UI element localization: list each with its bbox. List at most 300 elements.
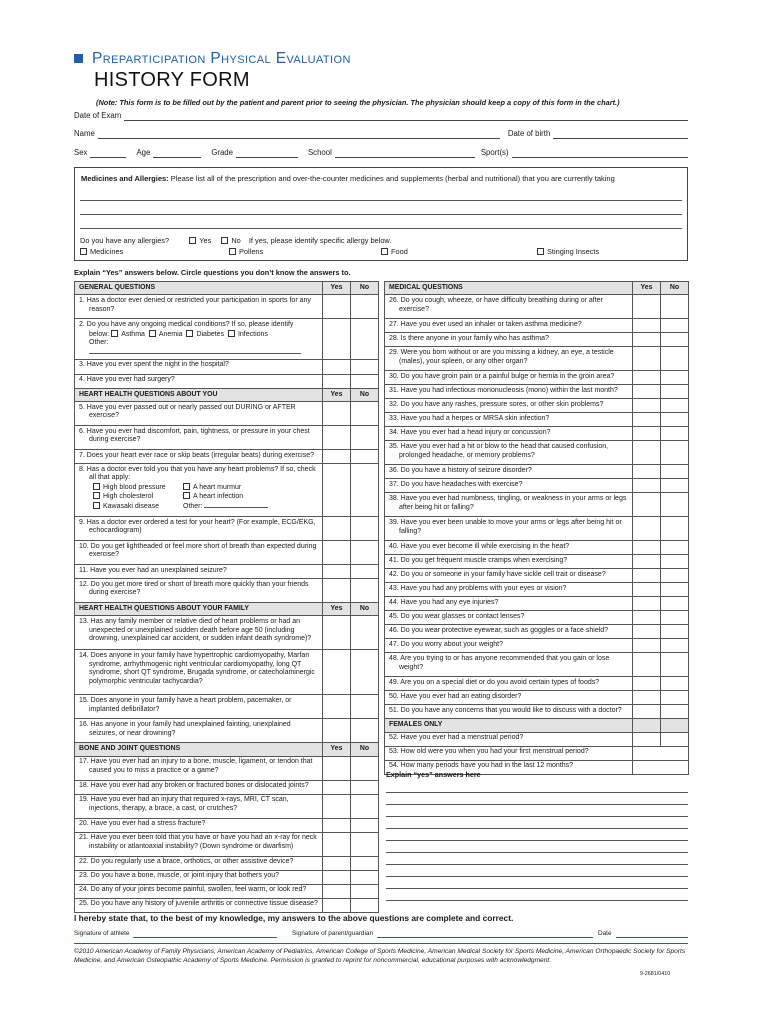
yes-cell[interactable] <box>323 856 351 870</box>
kawasaki-label: Kawasaki disease <box>103 502 160 510</box>
question-38: 38. Have you ever had numbness, tingling, or weakness in your arms or legs after being hit or falling? <box>389 495 627 511</box>
no-column-header: No <box>351 743 379 756</box>
yes-cell[interactable] <box>323 564 351 578</box>
yes-cell[interactable] <box>633 541 661 555</box>
explain-line-2[interactable] <box>386 804 688 805</box>
question-row <box>75 463 379 516</box>
question-24: 24. Do any of your joints become painful, swollen, feel warm, or look red? <box>79 886 307 894</box>
question-row <box>385 479 689 493</box>
question-1: 1. Has a doctor ever denied or restricted your participation in sports for any reason? <box>79 297 311 313</box>
no-cell[interactable] <box>661 385 689 399</box>
no-cell[interactable] <box>661 705 689 719</box>
no-cell[interactable] <box>661 583 689 597</box>
no-cell[interactable] <box>351 319 379 359</box>
no-column-header: No <box>351 602 379 615</box>
no-cell[interactable] <box>661 441 689 465</box>
school-label: School <box>307 148 332 157</box>
yes-cell[interactable] <box>323 650 351 695</box>
yes-cell[interactable] <box>633 347 661 371</box>
athlete-signature-field[interactable] <box>133 932 277 938</box>
no-column-header: No <box>351 388 379 401</box>
question-row <box>385 653 689 677</box>
no-cell[interactable] <box>661 333 689 347</box>
question-10: 10. Do you get lightheaded or feel more short of breath than expected during exercise? <box>79 542 317 559</box>
question-row <box>385 319 689 333</box>
question-34: 34. Have you ever had a head injury or concussion? <box>389 429 551 437</box>
question-42: 42. Do you or someone in your family have sickle cell trait or disease? <box>389 571 606 579</box>
no-cell[interactable] <box>351 295 379 319</box>
right-questions-table <box>384 281 689 775</box>
no-cell[interactable] <box>351 540 379 564</box>
no-cell[interactable] <box>351 856 379 870</box>
yes-cell[interactable] <box>633 413 661 427</box>
section-header <box>75 602 379 615</box>
title-square-icon <box>74 54 83 63</box>
question-46: 46. Do you wear protective eyewear, such as goggles or a face shield? <box>389 627 609 635</box>
section-header <box>75 388 379 401</box>
no-cell[interactable] <box>351 425 379 449</box>
question-row <box>385 333 689 347</box>
question-row <box>385 441 689 465</box>
no-cell[interactable] <box>351 818 379 832</box>
medicines-line-3[interactable] <box>80 228 682 229</box>
infections-label: Infections <box>237 330 268 338</box>
no-cell[interactable] <box>351 695 379 719</box>
allergy-no-label: No <box>231 236 241 245</box>
form-title: HISTORY FORM <box>94 69 250 91</box>
yes-cell[interactable] <box>633 295 661 319</box>
yes-cell[interactable] <box>633 611 661 625</box>
no-cell[interactable] <box>351 650 379 695</box>
date-of-birth-label: Date of birth <box>507 129 551 138</box>
heart-you-header: HEART HEALTH QUESTIONS ABOUT YOU <box>75 388 323 401</box>
no-cell[interactable] <box>351 794 379 818</box>
question-9: 9. Has a doctor ever ordered a test for your heart? (For example, ECG/EKG, echocardiogram) <box>79 518 316 535</box>
diabetes-checkbox[interactable] <box>186 330 193 337</box>
question-32: 32. Do you have any rashes, pressure sores, or other skin problems? <box>389 401 604 409</box>
no-cell[interactable] <box>351 756 379 780</box>
question-row <box>75 374 379 388</box>
form-series-title: Preparticipation Physical Evaluation <box>92 50 351 67</box>
yes-cell[interactable] <box>633 639 661 653</box>
no-cell[interactable] <box>661 611 689 625</box>
medicines-allergies-box <box>74 167 688 261</box>
allergy-medicines-option <box>80 247 123 256</box>
asthma-checkbox[interactable] <box>111 330 118 337</box>
no-cell[interactable] <box>351 832 379 856</box>
question-40: 40. Have you ever become ill while exercising in the heat? <box>389 543 570 551</box>
no-cell[interactable] <box>661 569 689 583</box>
yes-cell[interactable] <box>323 374 351 388</box>
question-row <box>385 677 689 691</box>
allergy-no-checkbox[interactable] <box>221 237 228 244</box>
medicines-label: Medicines and Allergies: <box>81 174 169 183</box>
question-50: 50. Have you ever had an eating disorder? <box>389 693 522 701</box>
yes-cell[interactable] <box>633 385 661 399</box>
explain-line-7[interactable] <box>386 864 688 865</box>
question-29: 29. Were you born without or are you missing a kidney, an eye, a testicle (males), your spleen, or any other organ? <box>389 349 614 365</box>
pollens-checkbox[interactable] <box>229 248 236 255</box>
heart-infection-label: A heart infection <box>193 493 244 501</box>
no-cell[interactable] <box>661 465 689 479</box>
sex-field[interactable] <box>90 150 126 158</box>
question-17: 17. Have you ever had an injury to a bone, muscle, ligament, or tendon that caused you to miss a practice or a game? <box>79 758 313 774</box>
question-20: 20. Have you ever had a stress fracture? <box>79 820 206 828</box>
question-13: 13. Has any family member or relative died of heart problems or had an unexpected or unexplained sudden death before age 50 (including drowning, unexplained car accident, or sudden infant death syndrome)? <box>79 617 312 643</box>
question-row <box>75 898 379 912</box>
question-30: 30. Do you have groin pain or a painful bulge or hernia in the groin area? <box>389 373 615 381</box>
question-11: 11. Have you ever had an unexplained seizure? <box>79 566 227 574</box>
other-label: Other: <box>89 339 109 347</box>
medicines-line-2[interactable] <box>80 214 682 215</box>
question-row <box>75 818 379 832</box>
anemia-checkbox[interactable] <box>149 330 156 337</box>
name-label: Name <box>74 129 95 138</box>
no-column-header: No <box>351 282 379 295</box>
no-cell[interactable] <box>351 463 379 516</box>
question-26: 26. Do you cough, wheeze, or have difficulty breathing during or after exercise? <box>389 297 603 313</box>
heart-other-label: Other: <box>183 502 203 510</box>
section-header <box>75 282 379 295</box>
question-51: 51. Do you have any concerns that you would like to discuss with a doctor? <box>389 707 622 715</box>
sports-field[interactable] <box>512 150 688 158</box>
yes-cell[interactable] <box>323 449 351 463</box>
no-cell[interactable] <box>661 427 689 441</box>
question-31: 31. Have you had infectious mononucleosis (mono) within the last month? <box>389 387 618 395</box>
allergy-question-row <box>80 236 391 245</box>
no-column-header-blank <box>661 719 689 732</box>
question-row <box>385 611 689 625</box>
yes-cell[interactable] <box>633 705 661 719</box>
high-cholesterol-label: High cholesterol <box>103 493 154 501</box>
yes-cell[interactable] <box>633 517 661 541</box>
yes-cell[interactable] <box>323 319 351 359</box>
no-cell[interactable] <box>661 319 689 333</box>
question-28: 28. Is there anyone in your family who has asthma? <box>389 335 549 343</box>
no-cell[interactable] <box>351 578 379 602</box>
yes-cell[interactable] <box>323 540 351 564</box>
allergy-if-yes-text: If yes, please identify specific allergy below. <box>248 236 392 245</box>
question-row <box>385 493 689 517</box>
yes-cell[interactable] <box>633 691 661 705</box>
instructions-note: (Note: This form is to be filled out by the patient and parent prior to seeing the physician. The physician should keep a copy of this form in the chart.) <box>96 98 620 107</box>
yes-cell[interactable] <box>633 555 661 569</box>
question-row <box>75 425 379 449</box>
explain-line-6[interactable] <box>386 852 688 853</box>
left-questions-table <box>74 281 379 913</box>
section-header <box>385 719 689 732</box>
question-33: 33. Have you had a herpes or MRSA skin infection? <box>389 415 550 423</box>
no-cell[interactable] <box>661 677 689 691</box>
question-row <box>385 691 689 705</box>
question-row <box>385 555 689 569</box>
question-39: 39. Have you ever been unable to move your arms or legs after being hit or falling? <box>389 519 622 535</box>
yes-cell[interactable] <box>323 794 351 818</box>
age-field[interactable] <box>153 150 201 158</box>
females-only-header: FEMALES ONLY <box>385 719 633 732</box>
no-cell[interactable] <box>661 653 689 677</box>
no-cell[interactable] <box>661 691 689 705</box>
yes-cell[interactable] <box>323 359 351 374</box>
question-row <box>75 870 379 884</box>
allergy-yes-label: Yes <box>199 236 212 245</box>
food-checkbox[interactable] <box>381 248 388 255</box>
question-49: 49. Are you on a special diet or do you avoid certain types of foods? <box>389 679 600 687</box>
high-blood-pressure-label: High blood pressure <box>103 483 166 491</box>
name-field[interactable] <box>98 131 500 139</box>
grade-field[interactable] <box>236 150 298 158</box>
yes-cell[interactable] <box>323 719 351 743</box>
question-row <box>385 427 689 441</box>
no-cell[interactable] <box>351 616 379 650</box>
heart-infection-checkbox[interactable] <box>183 492 190 499</box>
sex-age-row <box>74 148 688 158</box>
question-row <box>75 884 379 898</box>
medicines-text: Please list all of the prescription and over-the-counter medicines and supplements (herbal and nutritional) that you are currently taking <box>170 174 615 183</box>
no-cell[interactable] <box>661 555 689 569</box>
no-cell[interactable] <box>661 541 689 555</box>
heart-murmur-checkbox[interactable] <box>183 483 190 490</box>
question-row <box>385 371 689 385</box>
section-header <box>385 282 689 295</box>
yes-cell[interactable] <box>633 493 661 517</box>
no-cell[interactable] <box>351 449 379 463</box>
question-15: 15. Does anyone in your family have a heart problem, pacemaker, or implanted defibrillator? <box>79 696 292 713</box>
question-5: 5. Have you ever passed out or nearly passed out DURING or AFTER exercise? <box>79 403 296 420</box>
footer-divider <box>74 943 688 944</box>
explain-line-4[interactable] <box>386 828 688 829</box>
yes-cell[interactable] <box>323 780 351 794</box>
question-35: 35. Have you ever had a hit or blow to the head that caused confusion, prolonged headache, or memory problems? <box>389 443 609 459</box>
question-12: 12. Do you get more tired or short of breath more quickly than your friends during exercise? <box>79 580 309 597</box>
question-43: 43. Have you had any problems with your eyes or vision? <box>389 585 567 593</box>
yes-cell[interactable] <box>323 898 351 912</box>
question-52: 52. Have you ever had a menstrual period? <box>389 734 524 742</box>
question-14: 14. Does anyone in your family have hypertrophic cardiomyopathy, Marfan syndrome, arrhythmogenic right ventricular cardiomyopathy, long QT syndrome, short QT syndrome, Brugada syndrome, or catecholaminergic polymorphic ventricular tachycardia? <box>79 651 315 685</box>
yes-cell[interactable] <box>323 818 351 832</box>
no-cell[interactable] <box>661 479 689 493</box>
no-cell[interactable] <box>661 597 689 611</box>
question-41: 41. Do you get frequent muscle cramps when exercising? <box>389 557 568 565</box>
no-cell[interactable] <box>351 374 379 388</box>
question-row <box>75 794 379 818</box>
parent-signature-field[interactable] <box>377 932 593 938</box>
no-cell[interactable] <box>661 517 689 541</box>
date-signature-label: Date <box>598 930 612 937</box>
question-row <box>385 295 689 319</box>
sex-label: Sex <box>74 148 88 157</box>
question-row <box>385 639 689 653</box>
allergy-food-option <box>381 247 408 256</box>
explain-line-1[interactable] <box>386 792 688 793</box>
answer-cell[interactable] <box>633 760 689 774</box>
date-signature-field[interactable] <box>616 932 688 938</box>
question-row <box>385 569 689 583</box>
anemia-label: Anemia <box>158 330 183 338</box>
yes-cell[interactable] <box>633 583 661 597</box>
medical-questions-header: MEDICAL QUESTIONS <box>385 282 633 295</box>
infections-checkbox[interactable] <box>228 330 235 337</box>
question-row <box>385 517 689 541</box>
other-conditions-field[interactable] <box>89 348 301 354</box>
yes-cell[interactable] <box>323 695 351 719</box>
question-36: 36. Do you have a history of seizure disorder? <box>389 467 532 475</box>
yes-cell[interactable] <box>323 425 351 449</box>
grade-label: Grade <box>211 148 233 157</box>
question-22: 22. Do you regularly use a brace, orthotics, or other assistive device? <box>79 858 294 866</box>
yes-cell[interactable] <box>633 333 661 347</box>
yes-column-header: Yes <box>323 388 351 401</box>
question-8: 8. Has a doctor ever told you that you have any heart problems? If so, check all that apply: <box>79 465 316 482</box>
no-cell[interactable] <box>661 399 689 413</box>
section-header <box>75 743 379 756</box>
question-45: 45. Do you wear glasses or contact lenses? <box>389 613 525 621</box>
yes-cell[interactable] <box>323 870 351 884</box>
question-47: 47. Do you worry about your weight? <box>389 641 504 649</box>
allergy-pollens-option <box>229 247 263 256</box>
question-row <box>75 564 379 578</box>
food-option-label: Food <box>391 247 408 256</box>
no-cell[interactable] <box>351 564 379 578</box>
question-44: 44. Have you had any eye injuries? <box>389 599 499 607</box>
question-row <box>75 401 379 425</box>
explain-yes-answers-label: Explain “yes” answers here <box>386 770 481 779</box>
yes-cell[interactable] <box>633 371 661 385</box>
yes-cell[interactable] <box>323 401 351 425</box>
stinging-insects-option-label: Stinging Insects <box>547 247 600 256</box>
date-of-exam-label: Date of Exam <box>74 111 122 120</box>
question-row <box>75 319 379 359</box>
question-row <box>75 516 379 540</box>
no-cell[interactable] <box>351 401 379 425</box>
yes-cell[interactable] <box>323 616 351 650</box>
yes-cell[interactable] <box>633 677 661 691</box>
question-row <box>75 359 379 374</box>
yes-cell[interactable] <box>323 832 351 856</box>
question-48: 48. Are you trying to or has anyone recommended that you gain or lose weight? <box>389 655 610 671</box>
allergy-stinging-option <box>537 247 599 256</box>
no-cell[interactable] <box>351 516 379 540</box>
no-cell[interactable] <box>661 625 689 639</box>
yes-cell[interactable] <box>633 597 661 611</box>
stinging-insects-checkbox[interactable] <box>537 248 544 255</box>
explain-line-9[interactable] <box>386 888 688 889</box>
parent-signature-label: Signature of parent/guardian <box>292 930 374 937</box>
medicines-checkbox[interactable] <box>80 248 87 255</box>
yes-cell[interactable] <box>633 319 661 333</box>
allergy-question: Do you have any allergies? <box>80 236 170 245</box>
no-cell[interactable] <box>661 493 689 517</box>
no-cell[interactable] <box>351 780 379 794</box>
explain-line-3[interactable] <box>386 816 688 817</box>
explain-line-10[interactable] <box>386 900 688 901</box>
question-row <box>385 465 689 479</box>
yes-cell[interactable] <box>633 441 661 465</box>
question-row <box>385 705 689 719</box>
allergy-yes-checkbox[interactable] <box>189 237 196 244</box>
yes-cell[interactable] <box>633 399 661 413</box>
no-cell[interactable] <box>661 347 689 371</box>
below-label: below: <box>89 330 110 338</box>
question-row <box>75 578 379 602</box>
yes-cell[interactable] <box>633 569 661 583</box>
explain-line-5[interactable] <box>386 840 688 841</box>
yes-column-header: Yes <box>633 282 661 295</box>
question-row <box>75 756 379 780</box>
question-row <box>385 746 689 760</box>
no-cell[interactable] <box>351 359 379 374</box>
no-cell[interactable] <box>661 371 689 385</box>
name-row <box>74 129 688 139</box>
question-21: 21. Have you ever been told that you have or have you had an x-ray for neck instability or atlantoaxial instability? (Down syndrome or dwarfism) <box>79 834 317 850</box>
no-cell[interactable] <box>661 413 689 427</box>
yes-cell[interactable] <box>323 884 351 898</box>
question-row <box>385 583 689 597</box>
no-cell[interactable] <box>351 898 379 912</box>
high-blood-pressure-checkbox[interactable] <box>93 483 100 490</box>
age-label: Age <box>136 148 151 157</box>
yes-column-header: Yes <box>323 282 351 295</box>
question-row <box>75 780 379 794</box>
question-row <box>75 616 379 650</box>
question-row <box>385 541 689 555</box>
question-37: 37. Do you have headaches with exercise? <box>389 481 523 489</box>
question-19: 19. Have you ever had an injury that required x-rays, MRI, CT scan, injections, therapy, a brace, a cast, or crutches? <box>79 796 289 812</box>
sports-label: Sport(s) <box>480 148 509 157</box>
question-row <box>385 347 689 371</box>
question-row <box>75 295 379 319</box>
parent-signature-row <box>292 930 593 938</box>
question-row <box>75 695 379 719</box>
no-cell[interactable] <box>351 884 379 898</box>
medicines-line-1[interactable] <box>80 200 682 201</box>
no-cell[interactable] <box>351 870 379 884</box>
yes-cell[interactable] <box>633 732 661 746</box>
no-cell[interactable] <box>351 719 379 743</box>
question-16: 16. Has anyone in your family had unexplained fainting, unexplained seizures, or near drowning? <box>79 720 291 737</box>
yes-cell[interactable] <box>633 427 661 441</box>
yes-cell[interactable] <box>323 295 351 319</box>
no-cell[interactable] <box>661 295 689 319</box>
date-of-birth-field[interactable] <box>553 131 688 139</box>
yes-cell[interactable] <box>323 578 351 602</box>
answer-cell[interactable] <box>633 746 689 760</box>
athlete-signature-row <box>74 930 277 938</box>
yes-cell[interactable] <box>323 463 351 516</box>
yes-cell[interactable] <box>323 516 351 540</box>
question-7: 7. Does your heart ever race or skip beats (irregular beats) during exercise? <box>79 451 314 459</box>
bone-joint-header: BONE AND JOINT QUESTIONS <box>75 743 323 756</box>
date-of-exam-field[interactable] <box>124 113 688 121</box>
question-4: 4. Have you ever had surgery? <box>79 376 175 384</box>
heart-other-field[interactable] <box>204 502 268 508</box>
yes-cell[interactable] <box>633 479 661 493</box>
no-cell[interactable] <box>661 732 689 746</box>
athlete-signature-label: Signature of athlete <box>74 930 130 937</box>
heart-family-header: HEART HEALTH QUESTIONS ABOUT YOUR FAMILY <box>75 602 323 615</box>
school-field[interactable] <box>335 150 475 158</box>
diabetes-label: Diabetes <box>196 330 225 338</box>
kawasaki-checkbox[interactable] <box>93 502 100 509</box>
yes-cell[interactable] <box>633 465 661 479</box>
high-cholesterol-checkbox[interactable] <box>93 492 100 499</box>
no-cell[interactable] <box>661 639 689 653</box>
explain-line-8[interactable] <box>386 876 688 877</box>
question-row <box>385 732 689 746</box>
yes-cell[interactable] <box>633 625 661 639</box>
yes-cell[interactable] <box>323 756 351 780</box>
yes-cell[interactable] <box>633 653 661 677</box>
